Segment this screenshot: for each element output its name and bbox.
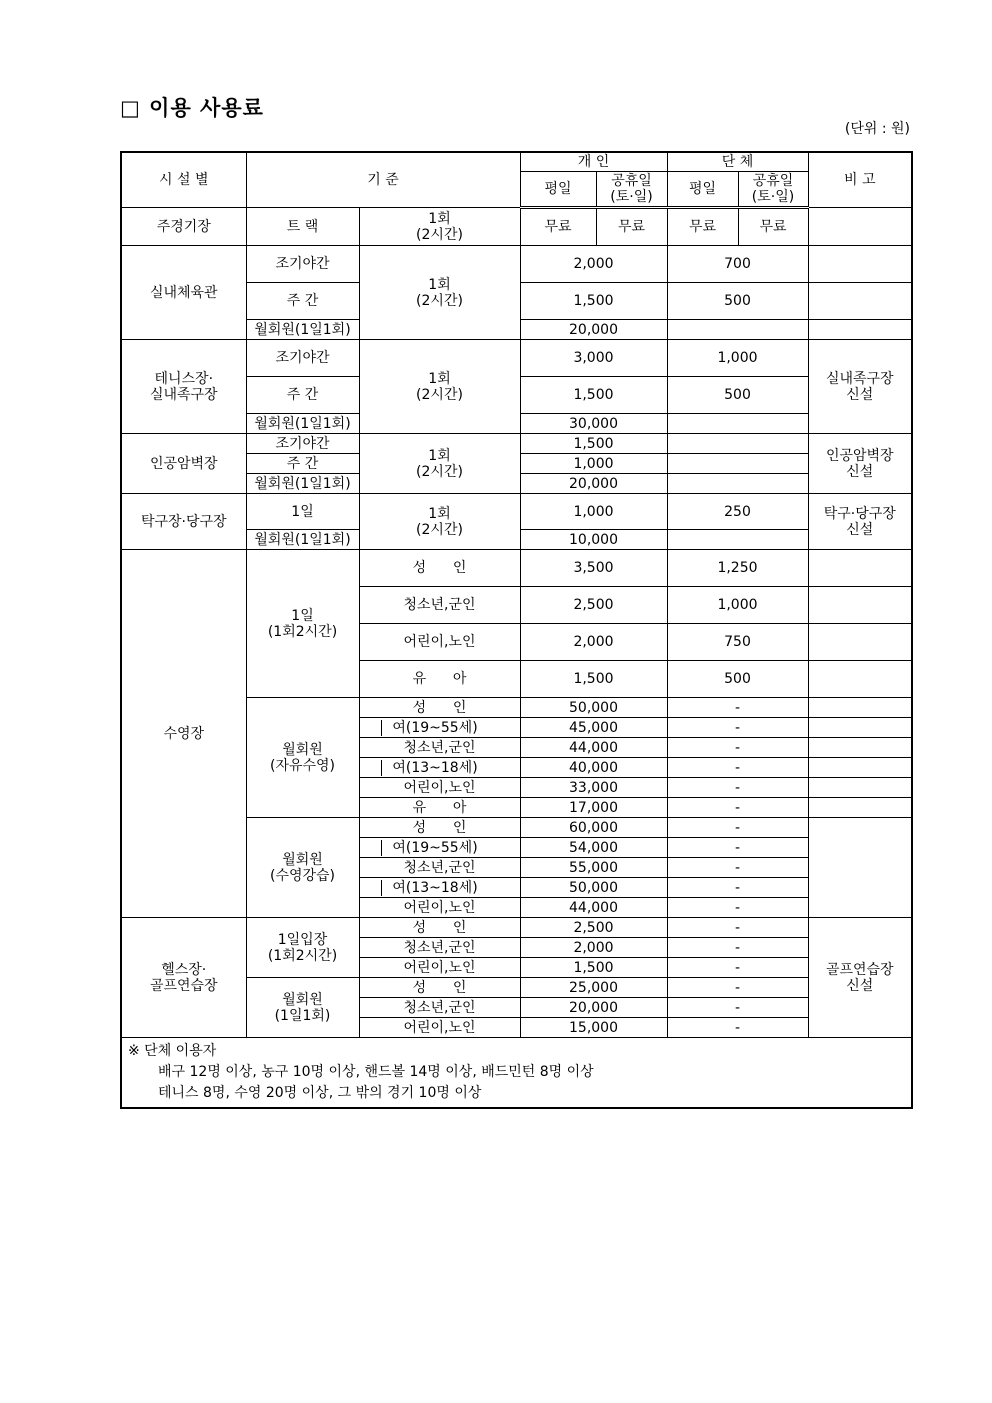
pool-lesson-category: 청소년,군인: [359, 858, 520, 878]
pingpong-monthly-ind: 10,000: [520, 530, 667, 550]
pool-daily-ind: 3,500: [520, 550, 667, 587]
pool-daily-label: 1일 (1회2시간): [246, 550, 359, 698]
health-daily-grp: -: [667, 918, 808, 938]
track-type: 트 랙: [246, 208, 359, 246]
empty-cell: [667, 530, 808, 550]
header-remarks: 비 고: [808, 152, 912, 208]
pool-daily-grp: 750: [667, 624, 808, 661]
empty-cell: [808, 550, 912, 587]
gym-day-ind: 1,500: [520, 283, 667, 320]
tennis-remark: 실내족구장 신설: [808, 340, 912, 434]
pool-lesson-label: 월회원 (수영강습): [246, 818, 359, 918]
gym-monthly: 월회원(1일1회): [246, 320, 359, 340]
pool-daily-category: 청소년,군인: [359, 587, 520, 624]
pool-lesson-category: 성 인: [359, 818, 520, 838]
health-daily-category: 어린이,노인: [359, 958, 520, 978]
page-title: □ 이용 사용료: [120, 96, 264, 120]
empty-cell: [808, 698, 912, 718]
track-remark: [808, 208, 912, 246]
note-title: ※ 단체 이용자: [128, 1043, 217, 1059]
header-facility: 시 설 별: [121, 152, 246, 208]
health-daily-ind: 2,000: [520, 938, 667, 958]
pool-daily-grp: 1,000: [667, 587, 808, 624]
empty-cell: [667, 414, 808, 434]
climb-time: 1회 (2시간): [359, 434, 520, 494]
header-individual: 개 인: [520, 152, 667, 172]
track-ind-holiday: 무료: [596, 208, 667, 246]
tennis-monthly-ind: 30,000: [520, 414, 667, 434]
tennis-time: 1회 (2시간): [359, 340, 520, 434]
pool-free-category: 성 인: [359, 698, 520, 718]
pool-lesson-category: [359, 878, 520, 898]
pool-free-grp: -: [667, 798, 808, 818]
pool-lesson-category: 어린이,노인: [359, 898, 520, 918]
pool-lesson-ind: 50,000: [520, 878, 667, 898]
pool-free-ind: 50,000: [520, 698, 667, 718]
pingpong-time: 1회 (2시간): [359, 494, 520, 550]
tennis-facility: 테니스장· 실내족구장: [121, 340, 246, 434]
gym-early: 조기야간: [246, 246, 359, 283]
header-group: 단 체: [667, 152, 808, 172]
header-grp-holiday: 공휴일 (토·일): [738, 172, 808, 208]
health-daily-category: 성 인: [359, 918, 520, 938]
pool-lesson-grp: -: [667, 878, 808, 898]
header-ind-holiday: 공휴일 (토·일): [596, 172, 667, 208]
pool-free-category: 청소년,군인: [359, 738, 520, 758]
gym-day: 주 간: [246, 283, 359, 320]
note-line-2: 테니스 8명, 수영 20명 이상, 그 밖의 경기 10명 이상: [158, 1085, 482, 1101]
health-daily-ind: 2,500: [520, 918, 667, 938]
track-grp-weekday: 무료: [667, 208, 738, 246]
empty-cell: [808, 818, 912, 918]
health-daily-ind: 1,500: [520, 958, 667, 978]
pool-free-ind: 45,000: [520, 718, 667, 738]
gym-remark: [808, 246, 912, 283]
pool-lesson-ind: 44,000: [520, 898, 667, 918]
climb-monthly: 월회원(1일1회): [246, 474, 359, 494]
empty-cell: [808, 283, 912, 320]
health-monthly-category: 어린이,노인: [359, 1018, 520, 1038]
empty-cell: [808, 738, 912, 758]
pingpong-remark: 탁구·당구장 신설: [808, 494, 912, 550]
climb-facility: 인공암벽장: [121, 434, 246, 494]
empty-cell: [808, 587, 912, 624]
health-daily-category: 청소년,군인: [359, 938, 520, 958]
pingpong-day-grp: 250: [667, 494, 808, 530]
empty-cell: [667, 454, 808, 474]
pool-free-category: 어린이,노인: [359, 778, 520, 798]
pool-lesson-ind: 60,000: [520, 818, 667, 838]
empty-cell: [808, 758, 912, 778]
pool-lesson-grp: -: [667, 818, 808, 838]
pool-free-category: [359, 718, 520, 738]
pool-lesson-sublabel: 여(19~55세): [381, 840, 477, 856]
pool-free-ind: 17,000: [520, 798, 667, 818]
health-monthly-ind: 15,000: [520, 1018, 667, 1038]
health-monthly-grp: -: [667, 1018, 808, 1038]
track-facility: 주경기장: [121, 208, 246, 246]
empty-cell: [667, 320, 808, 340]
tennis-day-grp: 500: [667, 377, 808, 414]
climb-day-ind: 1,000: [520, 454, 667, 474]
tennis-monthly: 월회원(1일1회): [246, 414, 359, 434]
pool-free-category: [359, 758, 520, 778]
health-facility: 헬스장· 골프연습장: [121, 918, 246, 1038]
unit-label: (단위 : 원): [844, 121, 910, 137]
pool-free-ind: 40,000: [520, 758, 667, 778]
tennis-early-grp: 1,000: [667, 340, 808, 377]
pool-lesson-grp: -: [667, 838, 808, 858]
pool-free-ind: 44,000: [520, 738, 667, 758]
health-daily-grp: -: [667, 938, 808, 958]
pool-lesson-ind: 55,000: [520, 858, 667, 878]
climb-day: 주 간: [246, 454, 359, 474]
climb-remark: 인공암벽장 신설: [808, 434, 912, 494]
empty-cell: [808, 320, 912, 340]
health-daily-grp: -: [667, 958, 808, 978]
climb-early: 조기야간: [246, 434, 359, 454]
track-grp-holiday: 무료: [738, 208, 808, 246]
header-criteria: 기 준: [246, 152, 520, 208]
gym-monthly-ind: 20,000: [520, 320, 667, 340]
health-monthly-label: 월회원 (1일1회): [246, 978, 359, 1038]
gym-day-grp: 500: [667, 283, 808, 320]
pool-free-grp: -: [667, 738, 808, 758]
pool-daily-grp: 500: [667, 661, 808, 698]
gym-early-grp: 700: [667, 246, 808, 283]
pool-lesson-sublabel: 여(13~18세): [381, 880, 477, 896]
health-monthly-category: 청소년,군인: [359, 998, 520, 1018]
empty-cell: [808, 661, 912, 698]
group-note: [121, 1038, 912, 1109]
pingpong-day-ind: 1,000: [520, 494, 667, 530]
empty-cell: [667, 474, 808, 494]
health-monthly-grp: -: [667, 998, 808, 1018]
pool-daily-ind: 2,500: [520, 587, 667, 624]
pool-lesson-category: [359, 838, 520, 858]
climb-monthly-ind: 20,000: [520, 474, 667, 494]
gym-time: 1회 (2시간): [359, 246, 520, 340]
pool-daily-ind: 1,500: [520, 661, 667, 698]
pingpong-facility: 탁구장·당구장: [121, 494, 246, 550]
health-monthly-ind: 20,000: [520, 998, 667, 1018]
tennis-early: 조기야간: [246, 340, 359, 377]
pingpong-day: 1일: [246, 494, 359, 530]
header-grp-weekday: 평일: [667, 172, 738, 208]
tennis-day: 주 간: [246, 377, 359, 414]
header-ind-weekday: 평일: [520, 172, 596, 208]
health-remark: 골프연습장 신설: [808, 918, 912, 1038]
empty-cell: [667, 434, 808, 454]
pool-free-label: 월회원 (자유수영): [246, 698, 359, 818]
pool-daily-ind: 2,000: [520, 624, 667, 661]
empty-cell: [808, 718, 912, 738]
pool-daily-grp: 1,250: [667, 550, 808, 587]
gym-facility: 실내체육관: [121, 246, 246, 340]
health-monthly-category: 성 인: [359, 978, 520, 998]
tennis-early-ind: 3,000: [520, 340, 667, 377]
pool-daily-category: 어린이,노인: [359, 624, 520, 661]
pingpong-monthly: 월회원(1일1회): [246, 530, 359, 550]
note-line-1: 배구 12명 이상, 농구 10명 이상, 핸드볼 14명 이상, 배드민턴 8명 이상: [158, 1064, 594, 1080]
pool-free-grp: -: [667, 758, 808, 778]
pool-free-sublabel: 여(13~18세): [381, 760, 477, 776]
pool-free-grp: -: [667, 698, 808, 718]
pool-facility: 수영장: [121, 550, 246, 918]
fee-table: [120, 151, 913, 1109]
track-time: 1회 (2시간): [359, 208, 520, 246]
pool-daily-category: 성 인: [359, 550, 520, 587]
track-ind-weekday: 무료: [520, 208, 596, 246]
tennis-day-ind: 1,500: [520, 377, 667, 414]
empty-cell: [808, 624, 912, 661]
gym-early-ind: 2,000: [520, 246, 667, 283]
pool-free-category: 유 아: [359, 798, 520, 818]
pool-free-grp: -: [667, 778, 808, 798]
health-monthly-grp: -: [667, 978, 808, 998]
pool-daily-category: 유 아: [359, 661, 520, 698]
health-monthly-ind: 25,000: [520, 978, 667, 998]
pool-free-grp: -: [667, 718, 808, 738]
pool-free-sublabel: 여(19~55세): [381, 720, 477, 736]
climb-early-ind: 1,500: [520, 434, 667, 454]
pool-lesson-grp: -: [667, 858, 808, 878]
health-daily-label: 1일입장 (1회2시간): [246, 918, 359, 978]
empty-cell: [808, 778, 912, 798]
pool-lesson-grp: -: [667, 898, 808, 918]
pool-lesson-ind: 54,000: [520, 838, 667, 858]
empty-cell: [808, 798, 912, 818]
pool-free-ind: 33,000: [520, 778, 667, 798]
